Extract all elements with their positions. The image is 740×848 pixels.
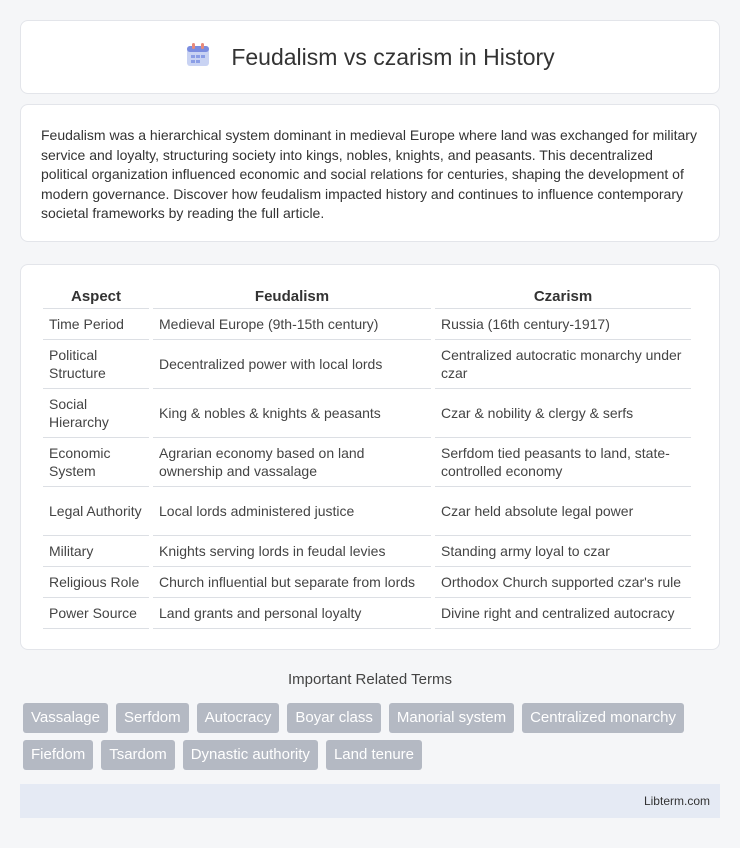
table-cell: Czar & nobility & clergy & serfs xyxy=(435,389,691,438)
table-cell: Standing army loyal to czar xyxy=(435,536,691,567)
tag-serfdom[interactable]: Serfdom xyxy=(116,703,189,733)
table-row xyxy=(43,536,691,567)
title-wrap xyxy=(185,42,554,73)
column-header-aspect: Aspect xyxy=(43,285,149,309)
table-cell: Russia (16th century-1917) xyxy=(435,309,691,340)
table-cell: King & nobles & knights & peasants xyxy=(153,389,431,438)
calendar-icon xyxy=(185,42,211,73)
footer-site-link[interactable]: Libterm.com xyxy=(643,794,710,808)
tag-tsardom[interactable]: Tsardom xyxy=(101,740,175,770)
tag-fiefdom[interactable]: Fiefdom xyxy=(23,740,93,770)
table-cell: Medieval Europe (9th-15th century) xyxy=(153,309,431,340)
table-cell: Local lords administered justice xyxy=(153,487,431,536)
table-cell: Social Hierarchy xyxy=(43,389,149,438)
table-cell: Knights serving lords in feudal levies xyxy=(153,536,431,567)
table-cell: Political Structure xyxy=(43,340,149,389)
table-cell: Religious Role xyxy=(43,567,149,598)
table-row xyxy=(43,487,691,536)
comparison-table xyxy=(39,285,695,629)
related-terms-title: Important Related Terms xyxy=(288,671,452,688)
comparison-table-card xyxy=(20,264,720,650)
table-cell: Decentralized power with local lords xyxy=(153,340,431,389)
table-row xyxy=(43,567,691,598)
table-cell: Land grants and personal loyalty xyxy=(153,598,431,629)
table-cell: Centralized autocratic monarchy under czar xyxy=(435,340,691,389)
tag-vassalage[interactable]: Vassalage xyxy=(23,703,108,733)
footer xyxy=(20,784,720,818)
tag-land-tenure[interactable]: Land tenure xyxy=(326,740,422,770)
table-row xyxy=(43,340,691,389)
table-cell: Divine right and centralized autocracy xyxy=(435,598,691,629)
table-cell: Time Period xyxy=(43,309,149,340)
column-header-feudalism: Feudalism xyxy=(153,285,431,309)
table-cell: Church influential but separate from lords xyxy=(153,567,431,598)
intro-card xyxy=(20,104,720,242)
table-cell: Orthodox Church supported czar's rule xyxy=(435,567,691,598)
tag-manorial-system[interactable]: Manorial system xyxy=(389,703,514,733)
table-row xyxy=(43,389,691,438)
table-cell: Power Source xyxy=(43,598,149,629)
tag-autocracy[interactable]: Autocracy xyxy=(197,703,280,733)
table-row xyxy=(43,309,691,340)
table-cell: Czar held absolute legal power xyxy=(435,487,691,536)
table-cell: Military xyxy=(43,536,149,567)
intro-text: Feudalism was a hierarchical system dominant in medieval Europe where land was exchanged for military service and loyalty, structuring society into kings, nobles, knights, and peasants. This decentralized political organization influenced economic and social relations for centuries, shaping the development of modern governance. Discover how feudalism impacted history and continues to influence contemporary societal frameworks by reading the full article. xyxy=(41,127,697,221)
tag-centralized-monarchy[interactable]: Centralized monarchy xyxy=(522,703,684,733)
table-cell: Agrarian economy based on land ownership and vassalage xyxy=(153,438,431,487)
table-cell: Serfdom tied peasants to land, state-controlled economy xyxy=(435,438,691,487)
table-row xyxy=(43,598,691,629)
table-cell: Legal Authority xyxy=(43,487,149,536)
tag-boyar-class[interactable]: Boyar class xyxy=(287,703,381,733)
table-cell: Economic System xyxy=(43,438,149,487)
table-row xyxy=(43,438,691,487)
column-header-czarism: Czarism xyxy=(435,285,691,309)
related-terms-tags xyxy=(23,703,723,770)
table-header-row xyxy=(43,285,691,309)
page-title: Feudalism vs czarism in History xyxy=(231,43,555,70)
header-card xyxy=(20,20,720,94)
tag-dynastic-authority[interactable]: Dynastic authority xyxy=(183,740,318,770)
